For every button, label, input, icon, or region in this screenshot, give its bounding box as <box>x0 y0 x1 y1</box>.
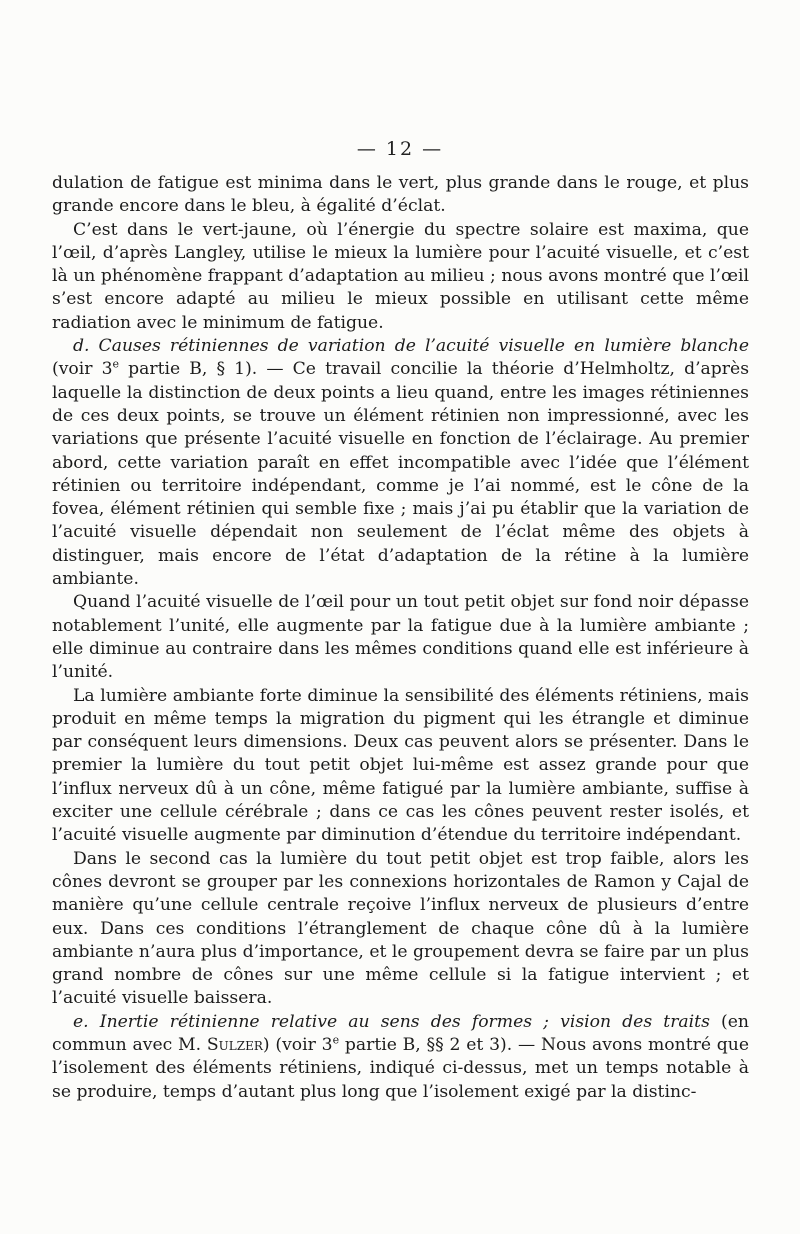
section-d-label: d. <box>73 336 90 357</box>
section-d-body: — Ce travail concilie la théorie d’Helmholtz, d’après laquelle la distinction de deux points a lieu quand, entre les images rétiniennes de ces deux points, se trouve un élément rétinien non impressionné, avec les variations que présente l’acuité visuelle en fonction de l’éclairage. Au premier abord, cette variation paraît en effet incompatible avec l’idée que l’élément rétinien ou territoire indépendant, comme je l’ai nommé, est le cône de la fovea, élément rétinien qui semble fixe ; mais j’ai pu établir que la variation de l’acuité visuelle dépendait non seulement de l’éclat même des objets à distinguer, mais encore de l’état d’adaptation de la rétine à la lumière ambiante. <box>52 359 750 590</box>
paragraph-acuity-unity: Quand l’acuité visuelle de l’œil pour un tout petit objet sur fond noir dépasse notablement l’unité, elle augmente par la fatigue due à la lumière ambiante ; elle diminue au contraire dans les mêmes conditions quand elle est inférieure à l’unité. <box>52 592 749 683</box>
section-d-ref-prefix: (voir 3 <box>52 359 113 380</box>
section-e-name: Sulzer <box>206 1034 263 1055</box>
section-e-label: e. <box>73 1011 89 1032</box>
paragraph-section-d <box>52 335 749 591</box>
paragraph-continuation: dulation de fatigue est minima dans le vert, plus grande dans le rouge, et plus grande encore dans le bleu, à égalité d’éclat. <box>52 173 749 217</box>
section-e-body: — Nous avons montré que l’isolement des éléments rétiniens, indiqué ci-dessus, met un temps notable à se produire, temps d’autant plus long que l’isolement exigé par la distinc- <box>52 1034 750 1102</box>
section-e-ref-sup: e <box>332 1033 340 1047</box>
section-e-ref-prefix: ) (voir 3 <box>262 1034 333 1055</box>
section-e-title: Inertie rétinienne relative au sens des formes ; vision des traits <box>99 1011 710 1032</box>
section-d-ref-sup: e <box>112 357 120 371</box>
paragraph-second-case: Dans le second cas la lumière du tout petit objet est trop faible, alors les cônes devront se grouper par les connexions horizontales de Ramon y Cajal de manière qu’une cellule centrale reçoive l’influx nerveux de plusieurs d’entre eux. Dans ces conditions l’étranglement de chaque cône dû à la lumière ambiante n’aura plus d’importance, et le groupement devra se faire par un plus grand nombre de cônes sur une même cellule si la fatigue intervient ; et l’acuité visuelle baissera. <box>52 848 749 1009</box>
paragraph-section-e <box>52 1011 749 1104</box>
page-number: — 12 — <box>356 138 444 160</box>
body-text <box>52 172 749 1104</box>
section-e-ref-rest: partie B, §§ 2 et 3). <box>339 1034 513 1055</box>
paragraph-ambient-light: La lumière ambiante forte diminue la sensibilité des éléments rétiniens, mais produit en même temps la migration du pigment qui les étrangle et diminue par conséquent leurs dimensions. Deux cas peuvent alors se présenter. Dans le premier la lumière du tout petit objet lui-même est assez grande pour que l’influx nerveux dû à un cône, même fatigué par la lumière ambiante, suffise à exciter une cellule cérébrale ; dans ce cas les cônes peuvent rester isolés, et l’acuité visuelle augmente par diminution d’étendue du territoire indépendant. <box>52 685 749 846</box>
section-e-common: (en commun avec M. <box>52 1011 749 1055</box>
paragraph-langley: C’est dans le vert-jaune, où l’énergie du spectre solaire est maxima, que l’œil, d’après Langley, utilise le mieux la lumière pour l’acuité visuelle, et c’est là un phénomène frappant d’adaptation au milieu ; nous avons montré que l’œil s’est encore adapté au milieu le mieux possible en utilisant cette même radiation avec le minimum de fatigue. <box>52 219 749 333</box>
section-d-title: Causes rétiniennes de variation de l’acuité visuelle en lumière blanche <box>98 336 749 357</box>
section-d-ref-rest: partie B, § 1). <box>119 359 258 380</box>
